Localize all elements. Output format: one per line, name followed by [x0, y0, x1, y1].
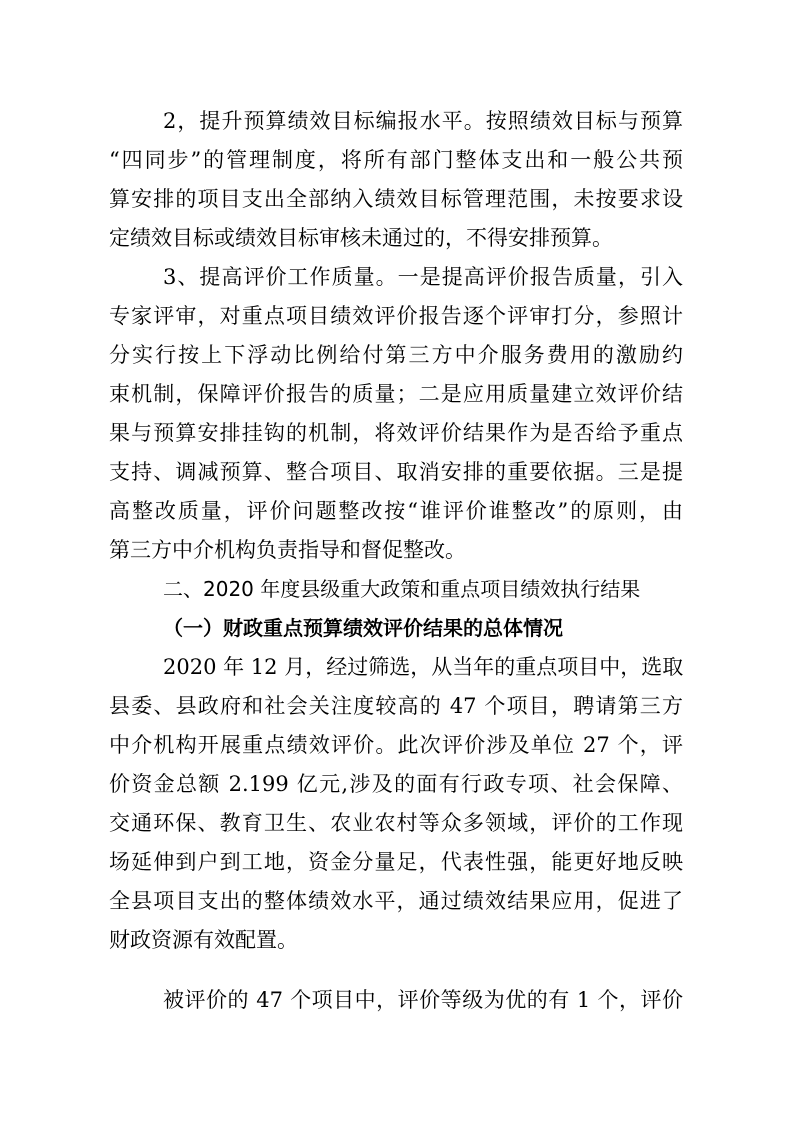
paragraph-line: 第三方中介机构负责指导和督促整改。	[109, 538, 466, 562]
paragraph-line: 中介机构开展重点绩效评价。此次评价涉及单位 27 个，评	[109, 733, 683, 757]
paragraph-line: 财政资源有效配置。	[109, 928, 298, 952]
paragraph-line: 专家评审，对重点项目绩效评价报告逐个评审打分，参照计	[109, 304, 683, 328]
paragraph-line: 县委、县政府和社会关注度较高的 47 个项目，聘请第三方	[109, 694, 683, 718]
paragraph-line: 高整改质量，评价问题整改按“谁评价谁整改”的原则，由	[109, 499, 683, 523]
paragraph-line: 束机制，保障评价报告的质量；二是应用质量建立效评价结	[109, 382, 683, 406]
paragraph-line: 分实行按上下浮动比例给付第三方中介服务费用的激励约	[109, 343, 683, 367]
paragraph-line: 2020 年 12 月，经过筛选，从当年的重点项目中，选取	[163, 655, 684, 679]
paragraph-line: 算安排的项目支出全部纳入绩效目标管理范围，未按要求设	[109, 187, 683, 211]
paragraph-line: “四同步”的管理制度，将所有部门整体支出和一般公共预	[109, 148, 683, 172]
paragraph-line: 定绩效目标或绩效目标审核未通过的，不得安排预算。	[109, 226, 613, 250]
section-heading: 二、2020 年度县级重大政策和重点项目绩效执行结果	[163, 577, 641, 601]
paragraph-line: 支持、调减预算、整合项目、取消安排的重要依据。三是提	[109, 460, 683, 484]
paragraph-line: 全县项目支出的整体绩效水平，通过绩效结果应用，促进了	[109, 889, 683, 913]
paragraph-line: 被评价的 47 个项目中，评价等级为优的有 1 个，评价	[163, 988, 683, 1012]
paragraph-line: 3、提高评价工作质量。一是提高评价报告质量，引入	[163, 265, 683, 289]
paragraph-line: 价资金总额 2.199 亿元,涉及的面有行政专项、社会保障、	[109, 772, 683, 796]
paragraph-line: 交通环保、教育卫生、农业农村等众多领域，评价的工作现	[109, 811, 683, 835]
paragraph-line: 2，提升预算绩效目标编报水平。按照绩效目标与预算	[163, 109, 683, 133]
paragraph-line: 场延伸到户到工地，资金分量足，代表性强，能更好地反映	[109, 850, 683, 874]
paragraph-line: 果与预算安排挂钩的机制，将效评价结果作为是否给予重点	[109, 421, 683, 445]
sub-heading: （一）财政重点预算绩效评价结果的总体情况	[163, 616, 563, 640]
